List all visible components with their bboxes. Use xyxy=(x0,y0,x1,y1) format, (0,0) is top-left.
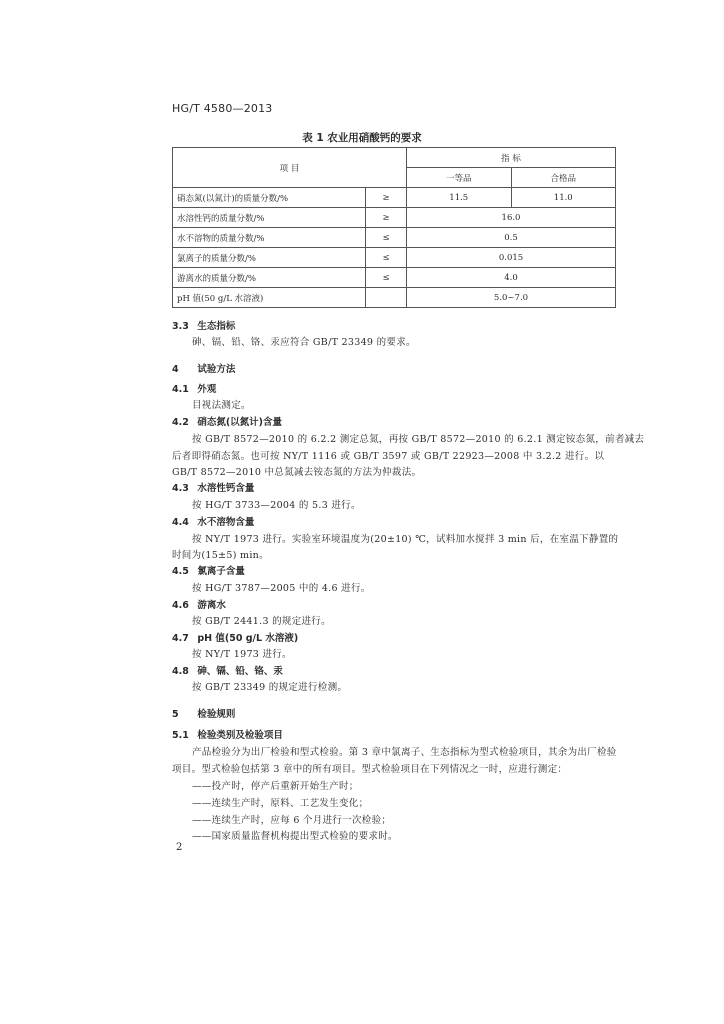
section-heading xyxy=(172,514,254,528)
paragraph: 按 HG/T 3787—2005 中的 4.6 进行。 xyxy=(192,583,371,594)
section-heading xyxy=(172,630,298,644)
table-row xyxy=(173,248,616,268)
row-value: 16.0 xyxy=(407,208,616,228)
section-title: 外观 xyxy=(197,384,217,395)
row-operator: ≤ xyxy=(366,228,407,248)
section-title: 试验方法 xyxy=(197,364,236,375)
paragraph: 按 NY/T 1973 进行。实验室环境温度为(20±10) ℃，试料加水搅拌 3 min 后，在室温下静置的 xyxy=(192,534,619,545)
section-title: 水溶性钙含量 xyxy=(197,483,255,494)
section-title: 砷、镉、铅、铬、汞 xyxy=(197,666,283,677)
section-number: 4.1 xyxy=(172,384,189,395)
row-item: 硝态氮(以氮计)的质量分数/% xyxy=(173,188,366,208)
paragraph: 项目。型式检验包括第 3 章中的所有项目。型式检验项目在下列情况之一时，应进行测定： xyxy=(172,764,568,775)
table-row xyxy=(173,228,616,248)
section-title: pH 值(50 g/L 水溶液) xyxy=(197,633,299,644)
row-operator: ≥ xyxy=(366,188,407,208)
section-number: 5.1 xyxy=(172,730,189,741)
section-title: 检验类别及检验项目 xyxy=(197,730,283,741)
section-number: 4.3 xyxy=(172,483,189,494)
paragraph: 按 HG/T 3733—2004 的 5.3 进行。 xyxy=(192,500,361,511)
header-grade-qualified: 合格品 xyxy=(511,168,616,188)
section-heading xyxy=(172,563,245,577)
row-value-qualified: 11.0 xyxy=(511,188,616,208)
header-grade-first: 一等品 xyxy=(407,168,512,188)
table-row xyxy=(173,288,616,308)
section-number: 4.7 xyxy=(172,633,189,644)
paragraph: 按 GB/T 23349 的规定进行检测。 xyxy=(192,682,348,693)
paragraph: 时间为(15±5) min。 xyxy=(172,550,269,561)
row-value: 0.015 xyxy=(407,248,616,268)
list-item: ——投产时，停产后重新开始生产时； xyxy=(192,781,359,792)
paragraph: 目视法测定。 xyxy=(192,400,251,411)
section-title: 硝态氮(以氮计)含量 xyxy=(197,417,282,428)
section-number: 5 xyxy=(172,709,179,720)
requirements-table xyxy=(172,147,616,308)
page-number: 2 xyxy=(176,842,183,853)
row-item: 氯离子的质量分数/% xyxy=(173,248,366,268)
row-item: pH 值(50 g/L 水溶液) xyxy=(173,288,366,308)
section-heading xyxy=(172,597,226,611)
standard-code-header: HG/T 4580—2013 xyxy=(172,102,273,115)
table-header-row xyxy=(173,148,616,168)
row-operator: ≥ xyxy=(366,208,407,228)
section-number: 4.2 xyxy=(172,417,189,428)
table-caption: 表 1 农业用硝酸钙的要求 xyxy=(302,132,422,144)
row-value: 0.5 xyxy=(407,228,616,248)
row-value-first: 11.5 xyxy=(407,188,512,208)
row-item: 水不溶物的质量分数/% xyxy=(173,228,366,248)
row-operator xyxy=(366,288,407,308)
section-title: 游离水 xyxy=(197,600,226,611)
section-heading xyxy=(172,414,282,428)
paragraph: 产品检验分为出厂检验和型式检验。第 3 章中氯离子、生态指标为型式检验项目，其余为出厂检验 xyxy=(192,747,617,758)
section-number: 4.4 xyxy=(172,517,189,528)
header-indicator: 指 标 xyxy=(407,148,616,168)
table-row xyxy=(173,268,616,288)
section-number: 4.8 xyxy=(172,666,189,677)
section-heading xyxy=(172,727,283,741)
list-item: ——连续生产时，原料、工艺发生变化； xyxy=(192,798,369,809)
section-title: 检验规则 xyxy=(197,709,236,720)
row-value: 5.0~7.0 xyxy=(407,288,616,308)
list-item: ——国家质量监督机构提出型式检验的要求时。 xyxy=(192,831,398,842)
table-row xyxy=(173,208,616,228)
row-operator: ≤ xyxy=(366,248,407,268)
paragraph: 后者即得硝态氮。也可按 NY/T 1116 或 GB/T 3597 或 GB/T 22923—2008 中 3.2.2 进行。以 xyxy=(172,451,605,462)
section-number: 3.3 xyxy=(172,321,189,332)
list-item: ——连续生产时，应每 6 个月进行一次检验； xyxy=(192,815,392,826)
section-number: 4.5 xyxy=(172,566,189,577)
section-number: 4 xyxy=(172,364,179,375)
chapter-heading xyxy=(172,361,235,375)
section-heading xyxy=(172,381,216,395)
section-heading xyxy=(172,663,283,677)
table-row xyxy=(173,188,616,208)
paragraph: GB/T 8572—2010 中总氮减去铵态氮的方法为仲裁法。 xyxy=(172,467,422,478)
row-value: 4.0 xyxy=(407,268,616,288)
row-operator: ≤ xyxy=(366,268,407,288)
section-title: 水不溶物含量 xyxy=(197,517,255,528)
header-item: 项 目 xyxy=(173,148,407,188)
paragraph: 按 GB/T 2441.3 的规定进行。 xyxy=(192,616,331,627)
paragraph: 按 NY/T 1973 进行。 xyxy=(192,649,292,660)
row-item: 水溶性钙的质量分数/% xyxy=(173,208,366,228)
section-title: 氯离子含量 xyxy=(197,566,245,577)
section-heading xyxy=(172,480,254,494)
paragraph: 按 GB/T 8572—2010 的 6.2.2 测定总氮，再按 GB/T 8572—2010 的 6.2.1 测定铵态氮，前者减去 xyxy=(192,434,645,445)
section-heading xyxy=(172,318,235,332)
section-number: 4.6 xyxy=(172,600,189,611)
paragraph: 砷、镉、铅、铬、汞应符合 GB/T 23349 的要求。 xyxy=(192,337,416,348)
section-title: 生态指标 xyxy=(197,321,236,332)
row-item: 游离水的质量分数/% xyxy=(173,268,366,288)
chapter-heading xyxy=(172,706,235,720)
